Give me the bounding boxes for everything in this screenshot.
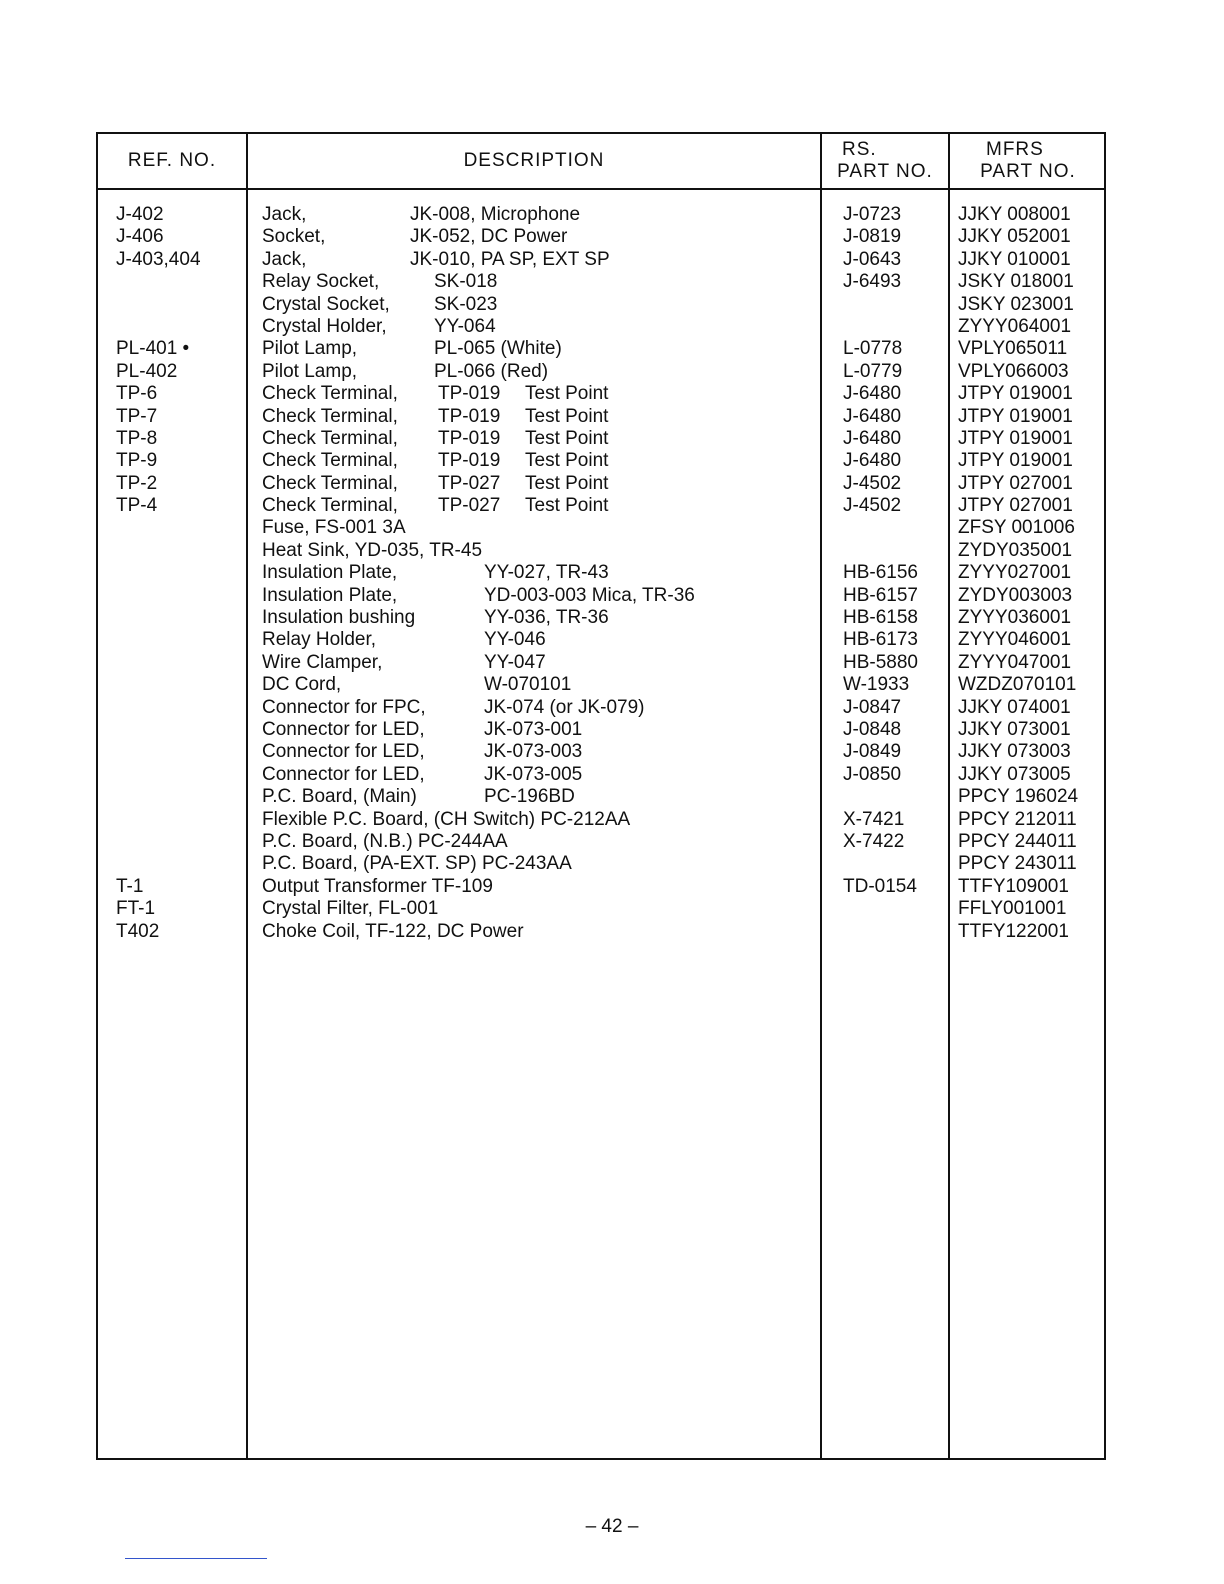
- description-note-cell: Test Point: [525, 450, 609, 472]
- description-cell: Crystal Filter, FL-001: [262, 898, 439, 920]
- description-cell: Check Terminal,: [262, 383, 398, 405]
- table-row: [98, 674, 1104, 696]
- footer-rule: [125, 1558, 267, 1559]
- table-row: [98, 741, 1104, 763]
- description-cell: Pilot Lamp,: [262, 338, 358, 360]
- mfrs-part-no-cell: JTPY 019001: [958, 450, 1073, 472]
- mfrs-part-no-cell: JJKY 073003: [958, 741, 1071, 763]
- description-model-cell: JK-074 (or JK-079): [484, 696, 645, 718]
- description-cell: P.C. Board, (N.B.) PC-244AA: [262, 830, 508, 852]
- description-model-cell: JK-073-001: [484, 718, 583, 740]
- rs-part-no-cell: HB-6173: [843, 629, 918, 651]
- description-cell: Insulation Plate,: [262, 584, 398, 606]
- description-model-cell: PL-066 (Red): [434, 360, 549, 382]
- table-row: [98, 562, 1104, 584]
- ref-no-cell: FT-1: [116, 898, 156, 920]
- description-model-cell: PL-065 (White): [434, 338, 562, 360]
- description-cell: P.C. Board, (PA-EXT. SP) PC-243AA: [262, 853, 572, 875]
- description-model-cell: TP-027: [438, 472, 501, 494]
- mfrs-part-no-cell: TTFY122001: [958, 920, 1069, 942]
- ref-no-cell: TP-9: [116, 450, 158, 472]
- description-cell: Check Terminal,: [262, 495, 398, 517]
- mfrs-part-no-cell: JTPY 019001: [958, 427, 1073, 449]
- mfrs-part-no-cell: JTPY 019001: [958, 405, 1073, 427]
- table-body: [98, 204, 1104, 943]
- table-row: [98, 876, 1104, 898]
- rs-part-no-cell: J-0819: [843, 226, 902, 248]
- rs-part-no-cell: HB-6157: [843, 584, 918, 606]
- table-row: [98, 406, 1104, 428]
- mfrs-part-no-cell: VPLY066003: [958, 360, 1069, 382]
- mfrs-part-no-cell: JTPY 027001: [958, 472, 1073, 494]
- description-model-cell: PC-196BD: [484, 786, 575, 808]
- description-model-cell: TP-019: [438, 450, 501, 472]
- description-model-cell: TP-019: [438, 383, 501, 405]
- description-model-cell: JK-073-005: [484, 763, 583, 785]
- rs-part-no-cell: J-0847: [843, 696, 902, 718]
- mfrs-part-no-cell: PPCY 243011: [958, 853, 1077, 875]
- description-cell: Socket,: [262, 226, 326, 248]
- rs-part-no-cell: J-6480: [843, 427, 902, 449]
- header-description: DESCRIPTION: [463, 150, 605, 171]
- mfrs-part-no-cell: JJKY 008001: [958, 204, 1071, 225]
- description-cell: Wire Clamper,: [262, 651, 383, 673]
- description-model-cell: YY-027, TR-43: [484, 562, 609, 584]
- description-model-cell: YY-064: [434, 315, 496, 337]
- mfrs-part-no-cell: ZYYY046001: [958, 629, 1072, 651]
- mfrs-part-no-cell: ZYYY064001: [958, 315, 1072, 337]
- description-cell: Insulation bushing: [262, 607, 416, 629]
- description-model-cell: YY-046: [484, 629, 546, 651]
- mfrs-part-no-cell: ZYYY047001: [958, 651, 1072, 673]
- description-cell: Relay Holder,: [262, 629, 377, 651]
- description-model-cell: TP-019: [438, 405, 501, 427]
- mfrs-part-no-cell: ZFSY 001006: [958, 517, 1075, 539]
- table-row: [98, 249, 1104, 271]
- rs-part-no-cell: J-0723: [843, 204, 902, 225]
- description-cell: Connector for LED,: [262, 718, 425, 740]
- rs-part-no-cell: J-6480: [843, 383, 902, 405]
- page-number: – 42 –: [585, 1516, 639, 1537]
- ref-no-cell: T-1: [116, 875, 144, 897]
- mfrs-part-no-cell: PPCY 244011: [958, 830, 1077, 852]
- table-row: [98, 652, 1104, 674]
- ref-no-cell: PL-401 •: [116, 338, 190, 360]
- ref-no-cell: TP-4: [116, 495, 158, 517]
- description-model-cell: JK-010, PA SP, EXT SP: [410, 248, 610, 270]
- mfrs-part-no-cell: JTPY 019001: [958, 383, 1073, 405]
- description-model-cell: YY-036, TR-36: [484, 607, 609, 629]
- table-row: [98, 338, 1104, 360]
- mfrs-part-no-cell: ZYYY027001: [958, 562, 1072, 584]
- mfrs-part-no-cell: ZYYY036001: [958, 607, 1072, 629]
- table-row: [98, 786, 1104, 808]
- header-divider: [98, 188, 1104, 190]
- description-note-cell: Test Point: [525, 383, 609, 405]
- description-model-cell: JK-073-003: [484, 741, 583, 763]
- table-row: [98, 540, 1104, 562]
- header-rs-line1: RS.: [842, 139, 877, 160]
- description-model-cell: JK-052, DC Power: [410, 226, 568, 248]
- mfrs-part-no-cell: JJKY 073001: [958, 718, 1071, 740]
- description-note-cell: Test Point: [525, 405, 609, 427]
- table-row: [98, 921, 1104, 943]
- description-cell: Choke Coil, TF-122, DC Power: [262, 920, 524, 942]
- rs-part-no-cell: J-6480: [843, 405, 902, 427]
- description-cell: Relay Socket,: [262, 271, 380, 293]
- description-cell: Connector for LED,: [262, 741, 425, 763]
- table-row: [98, 809, 1104, 831]
- mfrs-part-no-cell: VPLY065011: [958, 338, 1068, 360]
- description-model-cell: TP-027: [438, 495, 501, 517]
- table-row: [98, 428, 1104, 450]
- description-model-cell: YY-047: [484, 651, 546, 673]
- ref-no-cell: TP-6: [116, 383, 158, 405]
- ref-no-cell: J-403,404: [116, 248, 201, 270]
- description-cell: Check Terminal,: [262, 450, 398, 472]
- table-row: [98, 271, 1104, 293]
- description-cell: Crystal Socket,: [262, 293, 390, 315]
- rs-part-no-cell: W-1933: [843, 674, 910, 696]
- description-cell: DC Cord,: [262, 674, 342, 696]
- table-row: [98, 517, 1104, 539]
- mfrs-part-no-cell: JJKY 074001: [958, 696, 1071, 718]
- rs-part-no-cell: J-6480: [843, 450, 902, 472]
- rs-part-no-cell: J-0849: [843, 741, 902, 763]
- table-row: [98, 697, 1104, 719]
- table-row: [98, 383, 1104, 405]
- description-model-cell: W-070101: [484, 674, 572, 696]
- table-row: [98, 450, 1104, 472]
- mfrs-part-no-cell: PPCY 196024: [958, 786, 1079, 808]
- description-cell: Connector for LED,: [262, 763, 425, 785]
- description-cell: Pilot Lamp,: [262, 360, 358, 382]
- description-model-cell: TP-019: [438, 427, 501, 449]
- rs-part-no-cell: L-0778: [843, 338, 903, 360]
- description-model-cell: JK-008, Microphone: [410, 204, 581, 225]
- mfrs-part-no-cell: ZYDY035001: [958, 539, 1073, 561]
- description-cell: P.C. Board, (Main): [262, 786, 417, 808]
- description-cell: Connector for FPC,: [262, 696, 426, 718]
- rs-part-no-cell: HB-5880: [843, 651, 918, 673]
- rs-part-no-cell: HB-6156: [843, 562, 918, 584]
- table-row: [98, 361, 1104, 383]
- description-cell: Insulation Plate,: [262, 562, 398, 584]
- mfrs-part-no-cell: JTPY 027001: [958, 495, 1073, 517]
- header-mfrs-part-no: [950, 134, 1106, 188]
- description-model-cell: SK-018: [434, 271, 498, 293]
- rs-part-no-cell: TD-0154: [843, 875, 917, 897]
- table-row: [98, 226, 1104, 248]
- mfrs-part-no-cell: JSKY 023001: [958, 293, 1074, 315]
- mfrs-part-no-cell: PPCY 212011: [958, 808, 1077, 830]
- mfrs-part-no-cell: JJKY 052001: [958, 226, 1071, 248]
- ref-no-cell: J-402: [116, 204, 164, 225]
- description-cell: Jack,: [262, 248, 307, 270]
- mfrs-part-no-cell: JSKY 018001: [958, 271, 1074, 293]
- table-row: [98, 853, 1104, 875]
- table-row: [98, 294, 1104, 316]
- description-cell: Fuse, FS-001 3A: [262, 517, 406, 539]
- ref-no-cell: TP-7: [116, 405, 158, 427]
- description-cell: Jack,: [262, 204, 307, 225]
- rs-part-no-cell: J-0848: [843, 718, 902, 740]
- table-row: [98, 316, 1104, 338]
- mfrs-part-no-cell: JJKY 010001: [958, 248, 1071, 270]
- ref-no-cell: J-406: [116, 226, 164, 248]
- description-cell: Check Terminal,: [262, 427, 398, 449]
- description-cell: Flexible P.C. Board, (CH Switch) PC-212AA: [262, 808, 631, 830]
- rs-part-no-cell: J-0643: [843, 248, 902, 270]
- table-row: [98, 719, 1104, 741]
- rs-part-no-cell: L-0779: [843, 360, 903, 382]
- table-row: [98, 607, 1104, 629]
- rs-part-no-cell: X-7421: [843, 808, 905, 830]
- mfrs-part-no-cell: TTFY109001: [958, 875, 1069, 897]
- header-rs-part-no: [822, 134, 948, 188]
- mfrs-part-no-cell: FFLY001001: [958, 898, 1067, 920]
- description-note-cell: Test Point: [525, 472, 609, 494]
- mfrs-part-no-cell: WZDZ070101: [958, 674, 1077, 696]
- description-note-cell: Test Point: [525, 495, 609, 517]
- table-row: [98, 495, 1104, 517]
- table-row: [98, 473, 1104, 495]
- header-mfrs-line2: PART NO.: [980, 161, 1076, 182]
- rs-part-no-cell: J-4502: [843, 495, 902, 517]
- rs-part-no-cell: J-0850: [843, 763, 902, 785]
- rs-part-no-cell: X-7422: [843, 830, 905, 852]
- parts-table: [96, 132, 1106, 1460]
- ref-no-cell: TP-2: [116, 472, 158, 494]
- rs-part-no-cell: HB-6158: [843, 607, 918, 629]
- description-model-cell: YD-003-003 Mica, TR-36: [484, 584, 695, 606]
- mfrs-part-no-cell: JJKY 073005: [958, 763, 1071, 785]
- description-cell: Output Transformer TF-109: [262, 875, 493, 897]
- table-row: [98, 764, 1104, 786]
- description-cell: Heat Sink, YD-035, TR-45: [262, 539, 483, 561]
- description-model-cell: SK-023: [434, 293, 498, 315]
- description-note-cell: Test Point: [525, 427, 609, 449]
- rs-part-no-cell: J-4502: [843, 472, 902, 494]
- ref-no-cell: TP-8: [116, 427, 158, 449]
- header-mfrs-line1: MFRS: [986, 139, 1044, 160]
- mfrs-part-no-cell: ZYDY003003: [958, 584, 1073, 606]
- table-row: [98, 585, 1104, 607]
- description-cell: Check Terminal,: [262, 405, 398, 427]
- rs-part-no-cell: J-6493: [843, 271, 902, 293]
- table-row: [98, 629, 1104, 651]
- description-cell: Check Terminal,: [262, 472, 398, 494]
- header-ref-no: REF. NO.: [127, 150, 217, 171]
- ref-no-cell: T402: [116, 920, 160, 942]
- table-row: [98, 831, 1104, 853]
- table-row: [98, 898, 1104, 920]
- ref-no-cell: PL-402: [116, 360, 178, 382]
- header-rs-line2: PART NO.: [837, 161, 933, 182]
- description-cell: Crystal Holder,: [262, 315, 387, 337]
- table-row: [98, 204, 1104, 226]
